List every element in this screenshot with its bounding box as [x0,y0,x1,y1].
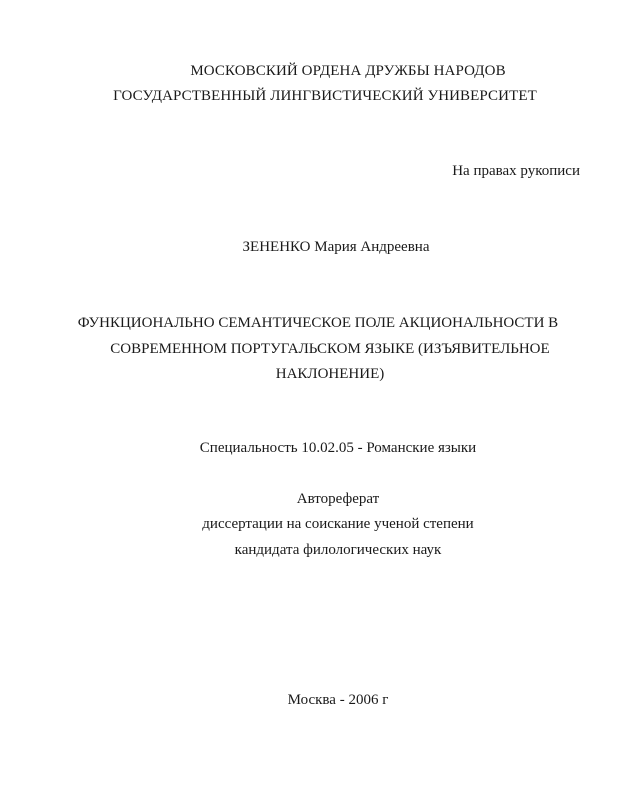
dissertation-title-line1: ФУНКЦИОНАЛЬНО СЕМАНТИЧЕСКОЕ ПОЛЕ АКЦИОНАЛЬНОСТИ В [77,315,559,331]
manuscript-rights-note: На правах рукописи [452,163,580,179]
abstract-label: Автореферат [296,491,380,507]
university-name-line1: МОСКОВСКИЙ ОРДЕНА ДРУЖБЫ НАРОДОВ [190,63,506,79]
specialty-line: Специальность 10.02.05 - Романские языки [199,440,477,456]
author-name: ЗЕНЕНКО Мария Андреевна [242,239,430,255]
abstract-description-line1: диссертации на соискание ученой степени [202,516,474,532]
university-name-line2: ГОСУДАРСТВЕННЫЙ ЛИНГВИСТИЧЕСКИЙ УНИВЕРСИТЕТ [113,88,537,104]
abstract-description-line2: кандидата филологических наук [234,542,442,558]
city-year: Москва - 2006 г [287,692,389,708]
dissertation-title-line3: НАКЛОНЕНИЕ) [275,366,385,382]
dissertation-title-line2: СОВРЕМЕННОМ ПОРТУГАЛЬСКОМ ЯЗЫКЕ (ИЗЪЯВИТЕЛЬНОЕ [110,341,550,357]
